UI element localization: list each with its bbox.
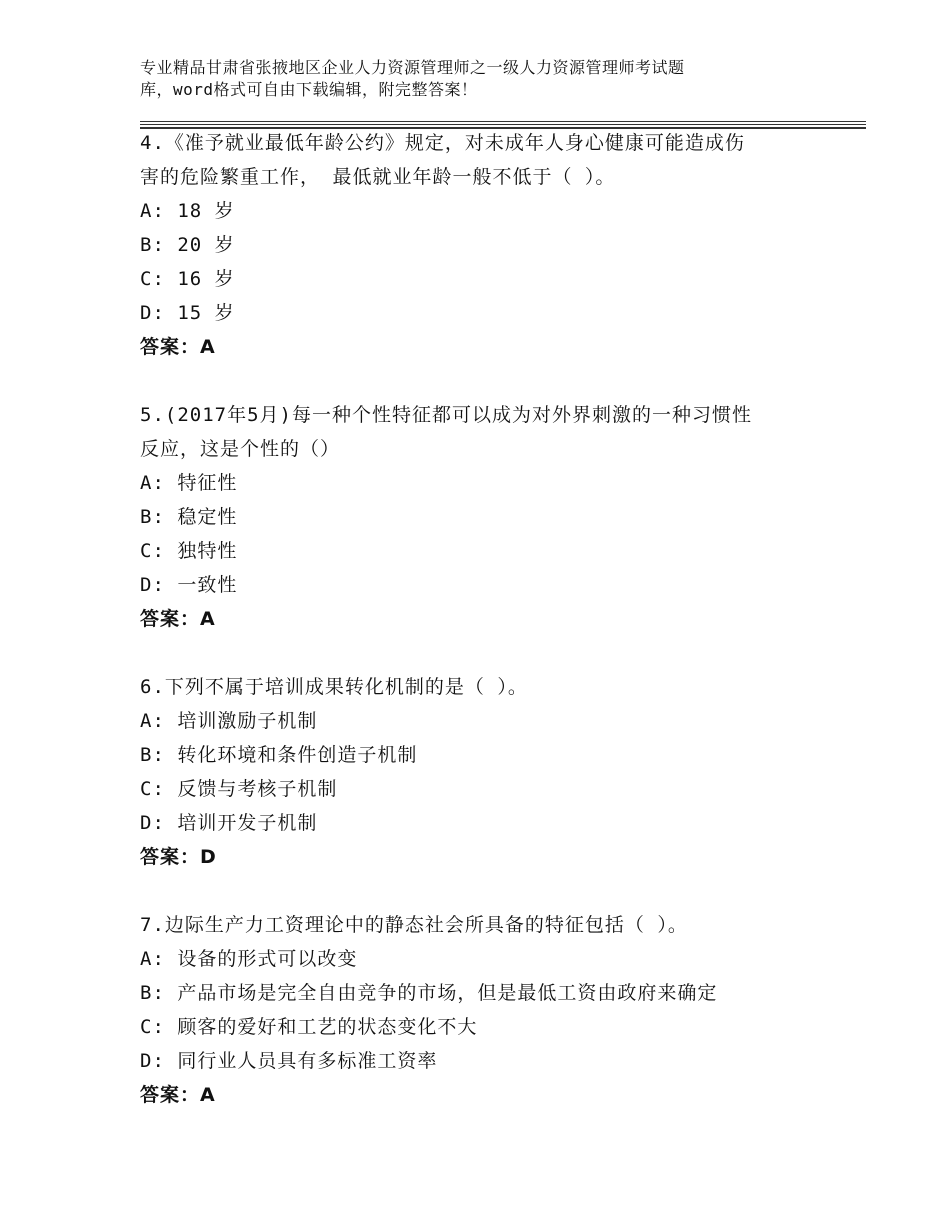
option-a: A: 特征性 <box>140 472 238 494</box>
question-5 <box>140 398 830 636</box>
header-title-line-2: 库，word格式可自由下载编辑，附完整答案！ <box>140 80 478 99</box>
header-divider-thin <box>140 121 866 122</box>
option-c: C: 16 岁 <box>140 268 235 290</box>
document-header <box>140 57 780 101</box>
answer-label: 答案：A <box>140 336 216 358</box>
option-a: A: 18 岁 <box>140 200 235 222</box>
question-list <box>140 126 830 1112</box>
question-text-line: 害的危险繁重工作， 最低就业年龄一般不低于（ ）。 <box>140 166 616 188</box>
option-a: A: 培训激励子机制 <box>140 710 318 732</box>
question-text-line: 4.《准予就业最低年龄公约》规定，对未成年人身心健康可能造成伤 <box>140 132 745 154</box>
header-divider-thin <box>140 124 866 125</box>
option-d: D: 培训开发子机制 <box>140 812 318 834</box>
answer-label: 答案：A <box>140 1084 216 1106</box>
option-c: C: 反馈与考核子机制 <box>140 778 338 800</box>
option-d: D: 同行业人员具有多标准工资率 <box>140 1050 438 1072</box>
option-c: C: 顾客的爱好和工艺的状态变化不大 <box>140 1016 478 1038</box>
question-text-line: 6.下列不属于培训成果转化机制的是（ ）。 <box>140 676 528 698</box>
option-b: B: 20 岁 <box>140 234 235 256</box>
question-text-line: 反应，这是个性的（） <box>140 438 341 460</box>
option-b: B: 产品市场是完全自由竞争的市场，但是最低工资由政府来确定 <box>140 982 718 1004</box>
option-c: C: 独特性 <box>140 540 238 562</box>
question-text-line: 7.边际生产力工资理论中的静态社会所具备的特征包括（ ）。 <box>140 914 688 936</box>
question-spacer <box>140 636 830 670</box>
option-d: D: 一致性 <box>140 574 238 596</box>
answer-label: 答案：A <box>140 608 216 630</box>
question-text-line: 5.(2017年5月)每一种个性特征都可以成为对外界刺激的一种习惯性 <box>140 404 752 426</box>
option-b: B: 转化环境和条件创造子机制 <box>140 744 418 766</box>
question-spacer <box>140 364 830 398</box>
header-title-line-1: 专业精品甘肃省张掖地区企业人力资源管理师之一级人力资源管理师考试题 <box>140 58 685 77</box>
question-6 <box>140 670 830 874</box>
question-4 <box>140 126 830 364</box>
question-7 <box>140 908 830 1112</box>
answer-label: 答案：D <box>140 846 217 868</box>
option-a: A: 设备的形式可以改变 <box>140 948 358 970</box>
question-spacer <box>140 874 830 908</box>
option-b: B: 稳定性 <box>140 506 238 528</box>
option-d: D: 15 岁 <box>140 302 235 324</box>
